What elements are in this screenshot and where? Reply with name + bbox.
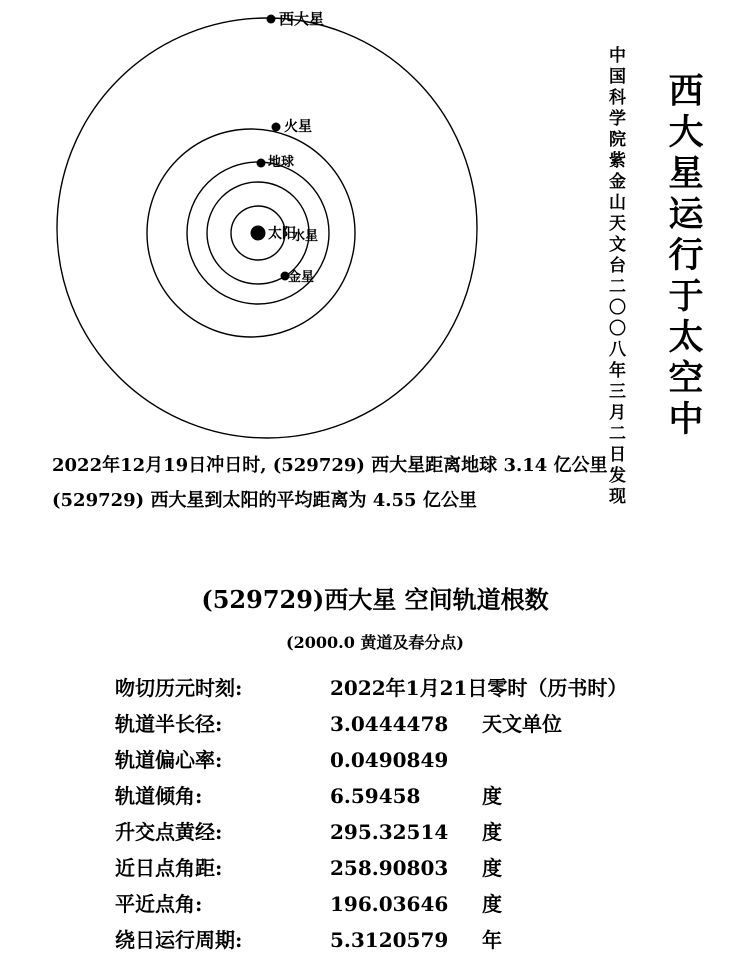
row-label: 绕日运行周期: [115,928,243,952]
earth-label: 地球 [268,155,295,170]
row-label: 轨道偏心率: [115,748,223,772]
mars-dot [272,123,281,132]
row-value: 0.0490849 [330,748,449,772]
row-unit [482,742,675,778]
mars-label: 火星 [284,119,312,135]
table-row [115,706,675,742]
row-unit: 度 [482,856,502,880]
earth-dot [257,159,266,168]
row-value: 3.0444478 [330,712,449,736]
orbital-elements-title: (529729)西大星 空间轨道根数 [201,585,549,614]
table-row [115,778,675,814]
table-row [115,670,675,706]
table-row [115,886,675,922]
row-unit [482,670,675,706]
row-value: 5.3120579 [330,928,449,952]
row-unit: 度 [482,892,502,916]
asteroid-label: 西大星 [279,10,325,28]
orbital-elements-table [115,670,675,958]
sun-label: 太阳 [268,226,296,242]
venus-label: 金星 [288,270,315,285]
table-row [115,850,675,886]
row-label: 平近点角: [115,892,203,916]
row-unit: 天文单位 [482,712,562,736]
row-label: 轨道半长径: [115,712,223,736]
mercury-label: 水星 [292,229,319,244]
row-value: 6.59458 [330,784,421,808]
row-label: 轨道倾角: [115,784,203,808]
row-label: 升交点黄经: [115,820,223,844]
table-row [115,922,675,958]
opposition-distance-caption: 2022年12月19日冲日时, (529729) 西大星距离地球 3.14 亿公里 [52,455,608,476]
discovery-note: 中国科学院紫金山天文台二〇〇八年三月二日发现 [605,46,625,508]
row-unit: 度 [482,784,502,808]
row-value: 2022年1月21日零时（历书时） [330,676,628,700]
page-title: 西大星运行于太空中 [663,72,704,441]
asteroid-dot [267,15,276,24]
table-row [115,742,675,778]
row-value: 295.32514 [330,820,449,844]
row-value: 258.90803 [330,856,449,880]
orbital-elements-subtitle: (2000.0 黄道及春分点) [286,633,464,652]
row-unit: 度 [482,820,502,844]
row-label: 近日点角距: [115,856,223,880]
row-label: 吻切历元时刻: [115,676,243,700]
row-unit: 年 [482,928,502,952]
row-value: 196.03646 [330,892,449,916]
table-row [115,814,675,850]
mean-distance-caption: (529729) 西大星到太阳的平均距离为 4.55 亿公里 [52,490,477,511]
sun-dot [251,226,266,241]
orbit-diagram [0,0,520,450]
asteroid-orbit-circle [57,18,477,438]
